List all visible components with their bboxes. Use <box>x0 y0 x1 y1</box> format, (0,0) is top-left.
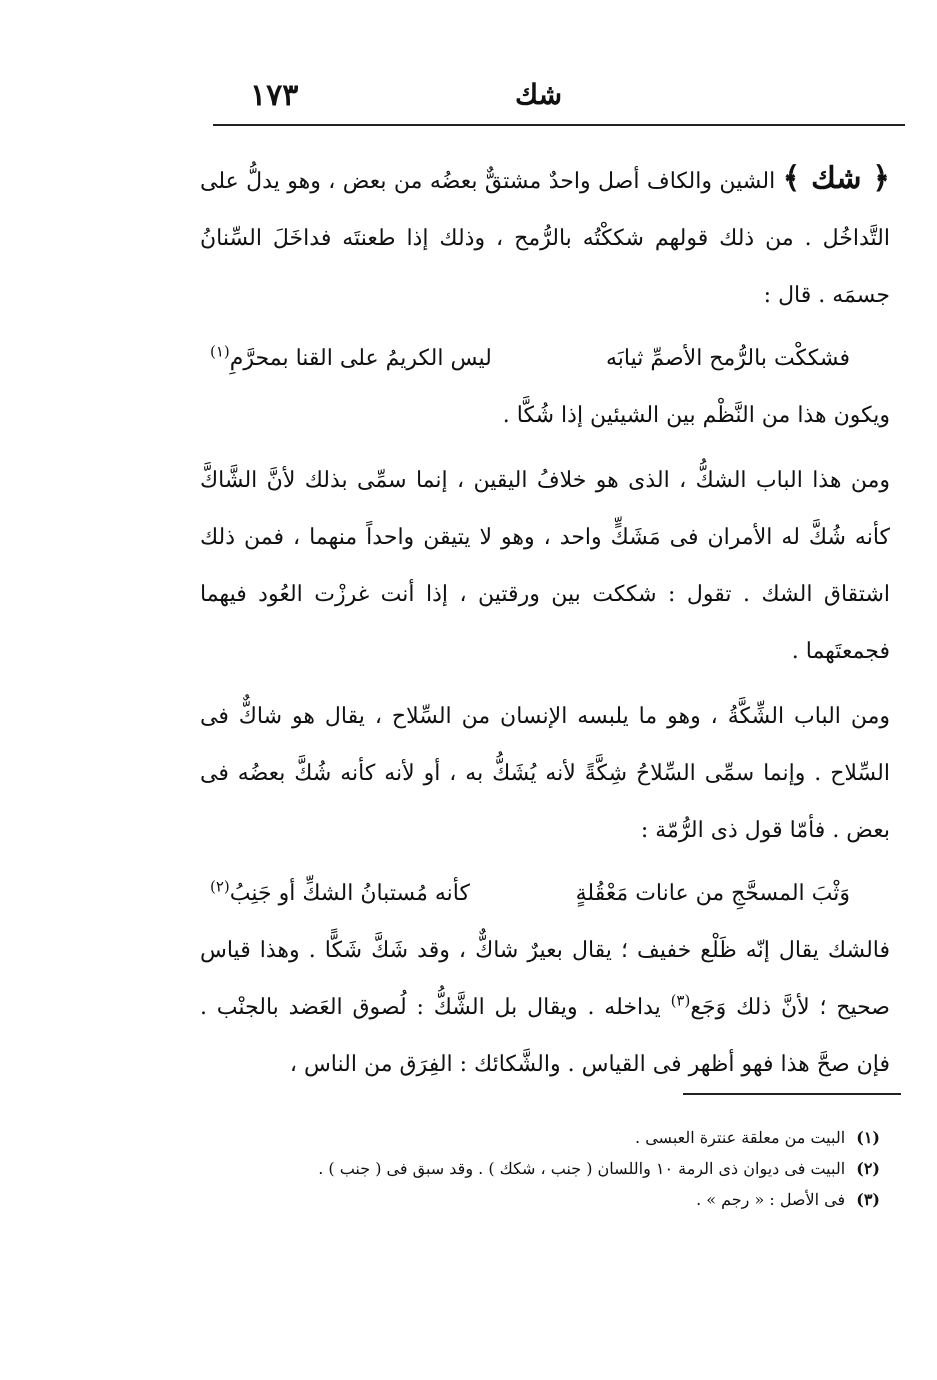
body-text <box>200 150 890 1093</box>
paragraph-4: ومن الباب الشِّكَّةُ ، وهو ما يلبسه الإنسان من السِّلاح ، يقال هو شاكٌّ فى السِّلاح . وإنما سمِّى السِّلاحُ شِكَّةً لأنه يُشَكُّ به ، أو لأنه كأنه شُكَّ بعضُه فى بعض . فأمّا قول ذى الرُّمّة : <box>200 704 890 843</box>
footnote-ref-2[interactable]: (٢) <box>210 877 230 896</box>
verse-1-second-hemistich <box>210 330 492 387</box>
verse-1-second-hemistich-text: ليس الكريمُ على القنا بمحرَّمِ <box>229 346 492 371</box>
footnote-ref-1[interactable]: (١) <box>210 342 230 361</box>
footnote-3 <box>200 1184 880 1215</box>
footnote-3-number: (٣) <box>856 1190 880 1209</box>
verse-2-second-hemistich-text: كأنه مُستبانُ الشكِّ أو جَنِبُ <box>229 881 470 906</box>
paragraph-1 <box>200 150 890 324</box>
page-header <box>215 78 905 118</box>
footnote-2-text: البيت فى ديوان ذى الرمة ١٠ واللسان ( جنب ، شكك ) . وقد سبق فى ( جنب ) . <box>318 1159 846 1178</box>
verse-2-first-hemistich: وَثْبَ المسحَّجِ من عانات مَعْقُلةٍ <box>575 881 850 906</box>
paragraph-5-text-a: فالشك يقال إنّه ظَلْع خفيف ؛ يقال بعيرٌ شاكٌّ ، وقد شَكَّ شَكًّا . وهذا قياس صحيح ؛ لأنَّ ذلك وَجَع <box>200 938 890 1020</box>
footnote-ref-3[interactable]: (٣) <box>670 991 691 1010</box>
footnote-3-text: فى الأصل : « رجم » . <box>696 1190 846 1209</box>
verse-2-second-hemistich <box>210 865 470 922</box>
footnotes <box>200 1122 880 1215</box>
verse-2 <box>200 865 890 922</box>
paragraph-1-text: الشين والكاف أصل واحدٌ مشتقٌّ بعضُه من بعض ، وهو يدلُّ على التَّداخُل . من ذلك قولهم شككْتُه بالرُّمح ، وذلك إذا طعنتَه فداخَلَ السِّنانُ جسمَه . قال : <box>200 169 890 308</box>
verse-1 <box>200 330 890 387</box>
running-head: شك <box>515 78 563 111</box>
paragraph-5-text-b: يداخله . ويقال بل الشَّكُّ : لُصوق العَضد بالجنْب . فإن صحَّ هذا فهو أظهر فى القياس . والشَّكائك : الفِرَق من الناس ، <box>200 995 890 1077</box>
footnote-2-number: (٢) <box>856 1159 880 1178</box>
paragraph-5 <box>200 922 890 1093</box>
entry-word: ﴿ شك ﴾ <box>782 161 890 196</box>
footnote-1-number: (١) <box>856 1128 880 1147</box>
footnote-2 <box>200 1153 880 1184</box>
footnote-1-text: البيت من معلقة عنترة العبسى . <box>635 1128 846 1147</box>
footnote-1 <box>200 1122 880 1153</box>
page-number: ١٧٣ <box>250 78 299 113</box>
footnote-rule <box>683 1093 901 1095</box>
paragraph-2: ويكون هذا من النَّظْم بين الشيئين إذا شُكَّا . <box>502 403 890 428</box>
paragraph-3: ومن هذا الباب الشكُّ ، الذى هو خلافُ اليقين ، إنما سمِّى بذلك لأنَّ الشَّاكَّ كأنه شُكَّ له الأمران فى مَشَكٍّ واحد ، وهو لا يتيقن واحداً منهما ، فمن ذلك اشتقاق الشك . تقول : شككت بين ورقتين ، إذا أنت غرزْت العُود فيهما فجمعتَهما . <box>200 468 890 664</box>
header-rule <box>213 124 905 126</box>
verse-1-first-hemistich: فشككْت بالرُّمح الأصمِّ ثيابَه <box>605 346 850 371</box>
